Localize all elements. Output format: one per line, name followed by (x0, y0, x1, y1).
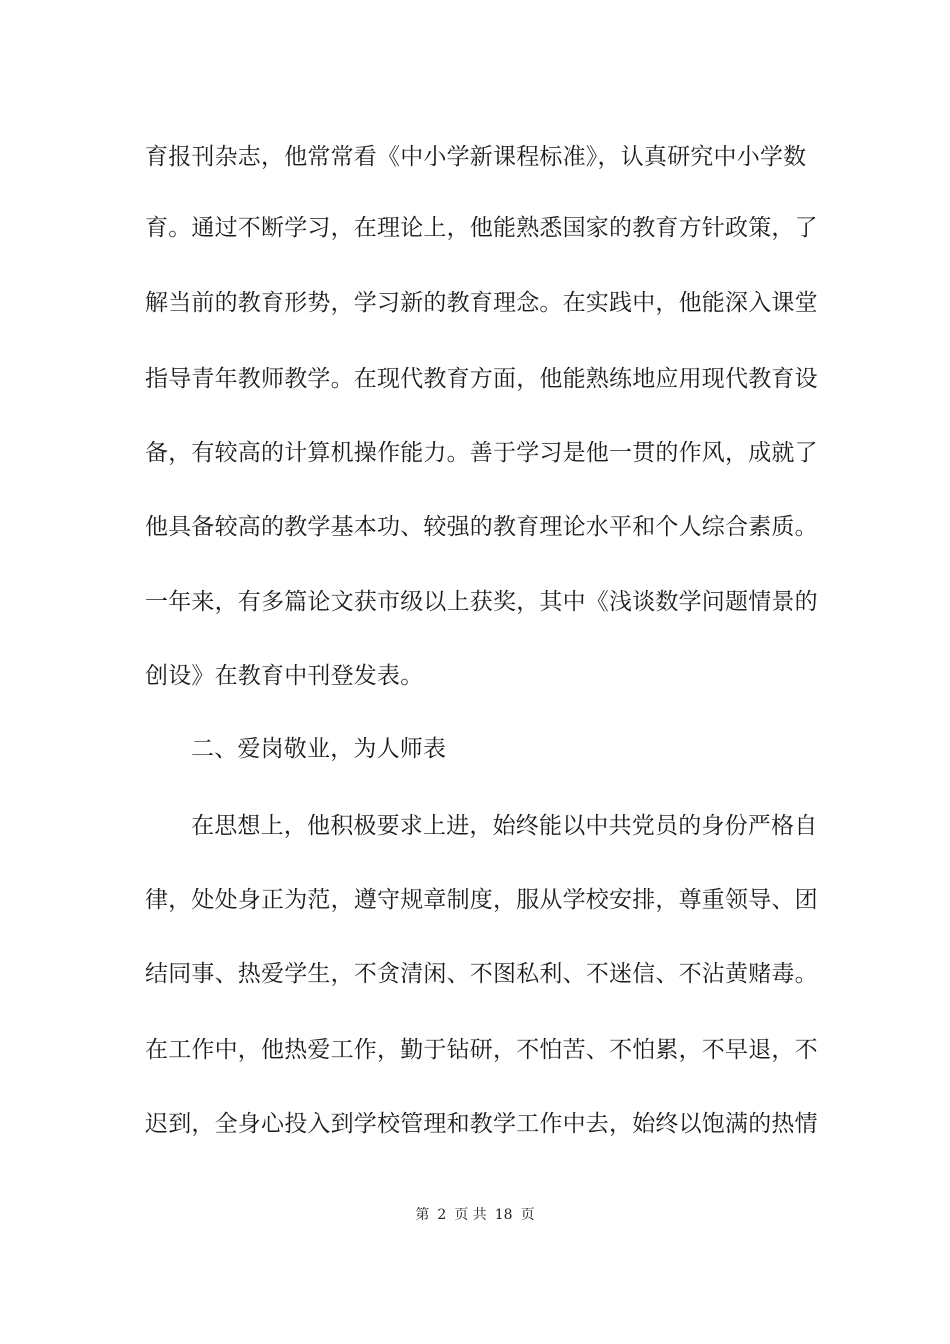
footer-prefix: 第 (415, 1207, 430, 1223)
footer-middle: 页 共 (454, 1207, 487, 1223)
body-line: 备，有较高的计算机操作能力。善于学习是他一贯的作风，成就了 (145, 440, 818, 466)
body-line: 迟到，全身心投入到学校管理和教学工作中去，始终以饱满的热情 (145, 1111, 818, 1137)
total-pages-number: 18 (494, 1207, 513, 1223)
footer-suffix: 页 (520, 1207, 535, 1223)
body-line: 他具备较高的教学基本功、较强的教育理论水平和个人综合素质。 (145, 514, 818, 540)
body-line: 一年来，有多篇论文获市级以上获奖，其中《浅谈数学问题情景的 (145, 589, 818, 615)
body-line: 解当前的教育形势，学习新的教育理念。在实践中，他能深入课堂 (145, 290, 818, 316)
body-line: 在思想上，他积极要求上进，始终能以中共党员的身份严格自 (191, 813, 818, 839)
body-line: 在工作中，他热爱工作，勤于钻研，不怕苦、不怕累，不早退，不 (145, 1037, 818, 1063)
body-line: 指导青年教师教学。在现代教育方面，他能熟练地应用现代教育设 (145, 366, 818, 392)
body-line: 育报刊杂志，他常常看《中小学新课程标准》，认真研究中小学数 (145, 144, 807, 170)
body-line: 育。通过不断学习，在理论上，他能熟悉国家的教育方针政策，了 (145, 215, 818, 241)
body-line: 创设》在教育中刊登发表。 (145, 663, 424, 689)
current-page-number: 2 (437, 1207, 447, 1223)
section-heading: 二、爱岗敬业，为人师表 (191, 736, 447, 762)
page-number-footer (0, 1206, 950, 1224)
body-line: 律，处处身正为范，遵守规章制度，服从学校安排，尊重领导、团 (145, 887, 818, 913)
body-line: 结同事、热爱学生，不贪清闲、不图私利、不迷信、不沾黄赌毒。 (145, 961, 818, 987)
